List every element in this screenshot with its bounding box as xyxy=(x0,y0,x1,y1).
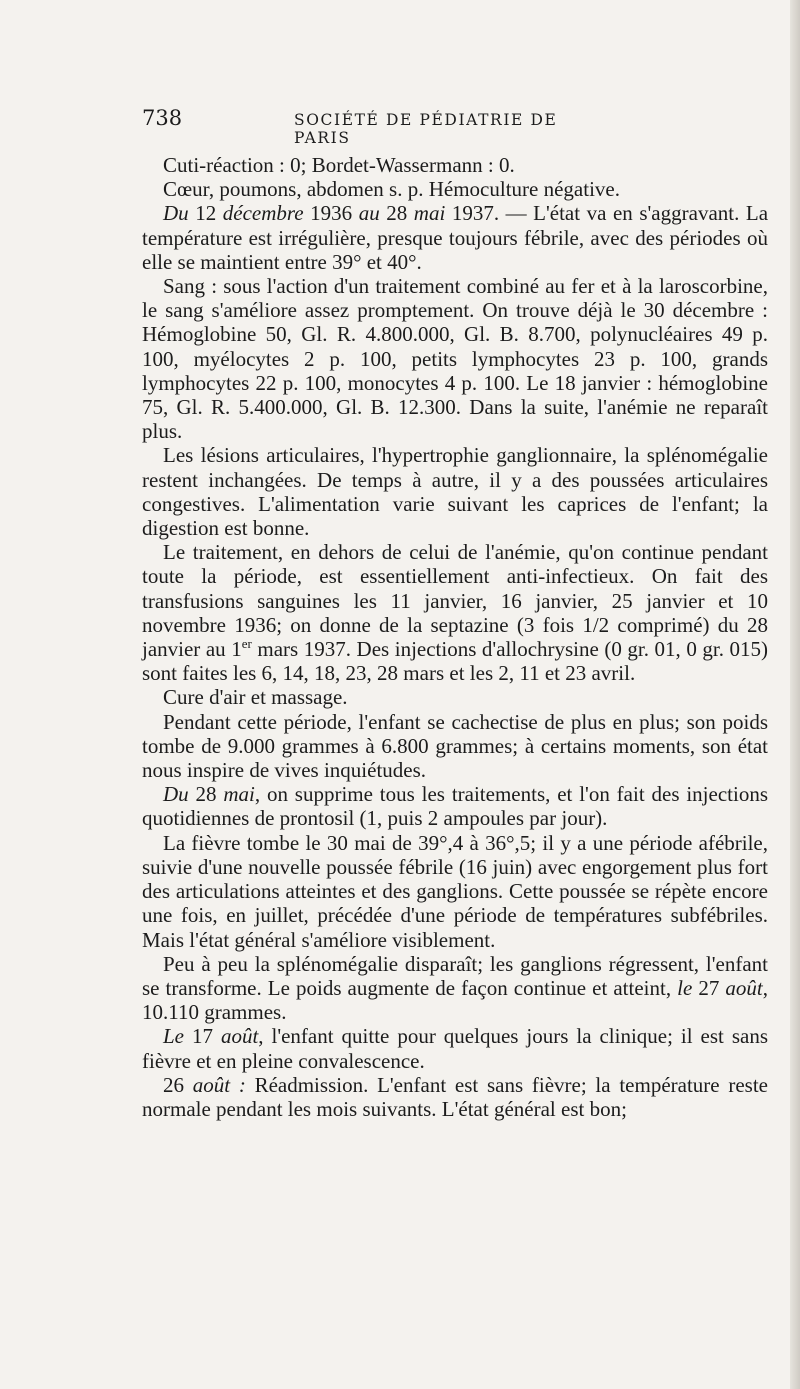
italic-text: août xyxy=(220,1024,259,1049)
text-run: 26 xyxy=(163,1072,193,1097)
paragraph xyxy=(142,831,768,952)
text-run: 12 xyxy=(188,201,223,226)
text-run: , l'enfant quitte pour quelques jours la clinique; il est sans fièvre et en pleine convalescence. xyxy=(142,1024,769,1073)
italic-text: le xyxy=(677,975,693,1000)
text-run: Cure d'air et massage. xyxy=(163,685,348,710)
text-run: La fièvre tombe le 30 mai de 39°,4 à 36°,5; il y a une période afébrile, suivie d'une nouvelle poussée fébrile (16 juin) avec engorgement plus fort des articulations atteintes et des ganglions. Cette poussée se répète encore une fois, en juillet, précédée d'une période de températures subfébriles. Mais l'état général s'améliore visiblement. xyxy=(142,830,768,952)
text-run: Pendant cette période, l'enfant se cachectise de plus en plus; son poids tombe de 9.000 grammes à 6.800 grammes; à certains moments, son état nous inspire de vives inquiétudes. xyxy=(142,709,768,783)
paragraph xyxy=(142,153,768,177)
italic-text: Le xyxy=(163,1024,184,1049)
paragraph xyxy=(142,274,768,443)
text-run: 27 xyxy=(692,975,726,1000)
paragraph xyxy=(142,952,768,1025)
paragraph xyxy=(142,1024,768,1072)
paragraph xyxy=(142,443,768,540)
text-run: Cuti-réaction : 0; Bordet-Wassermann : 0. xyxy=(163,153,515,177)
paragraph xyxy=(142,710,768,783)
paragraph xyxy=(142,1073,768,1121)
italic-text: au xyxy=(358,201,380,226)
paragraph xyxy=(142,685,768,709)
text-run: , on supprime tous les traitements, et l'on fait des injections quotidiennes de prontosil (1, puis 2 ampoules par jour). xyxy=(142,782,768,831)
italic-text: août xyxy=(725,975,763,1000)
paragraph xyxy=(142,540,768,685)
text-run: mars 1937. Des injections d'allochrysine (0 gr. 01, 0 gr. 015) sont faites les 6, 14, 18, 23, 28 mars et les 2, 11 et 23 avril. xyxy=(142,637,769,686)
text-run: 1937. — L'état va en s'aggravant. La température est irrégulière, presque toujours fébrile, avec des périodes où elle se maintient entre 39° et 40°. xyxy=(142,201,769,274)
italic-text: Du xyxy=(163,201,189,226)
italic-text: décembre xyxy=(222,201,304,226)
text-run: , 10.110 grammes. xyxy=(142,975,768,1025)
text-run: 28 xyxy=(379,201,414,226)
page-number: 738 xyxy=(142,106,183,130)
text-run: Réadmission. L'enfant est sans fièvre; la température reste normale pendant les mois suivants. L'état général est bon; xyxy=(142,1072,769,1121)
italic-text: mai xyxy=(223,782,255,807)
superscript-text: er xyxy=(241,636,252,652)
text-run: Cœur, poumons, abdomen s. p. Hémoculture négative. xyxy=(163,177,620,202)
paragraph xyxy=(142,177,768,201)
paragraph xyxy=(142,782,768,830)
page-edge-shadow xyxy=(790,0,800,1389)
body-text xyxy=(142,153,768,1121)
paragraph xyxy=(142,201,768,274)
text-run: 1936 xyxy=(303,201,359,226)
italic-text: août : xyxy=(192,1072,246,1097)
running-title: SOCIÉTÉ DE PÉDIATRIE DE PARIS xyxy=(294,111,558,147)
text-run: Sang : sous l'action d'un traitement combiné au fer et à la laroscorbine, le sang s'améliore assez promptement. On trouve déjà le 30 décembre : Hémoglobine 50, Gl. R. 4.800.000, Gl. B. 8.700, polynucléaires 49 p. 100, myélocytes 2 p. 100, petits lymphocytes 23 p. 100, grands lymphocytes 22 p. 100, monocytes 4 p. 100. Le 18 janvier : hémoglobine 75, Gl. R. 5.400.000, Gl. B. 12.300. Dans la suite, l'anémie ne reparaît plus. xyxy=(142,274,768,444)
italic-text: mai xyxy=(413,201,446,226)
text-run: Le traitement, en dehors de celui de l'anémie, qu'on continue pendant toute la période, est essentiellement anti-infectieux. On fait des transfusions sanguines les 11 janvier, 16 janvier, 25 janvier et 10 novembre 1936; on donne de la septazine (3 fois 1/2 comprimé) du 28 janvier au 1 xyxy=(142,540,768,662)
page-header xyxy=(142,106,620,147)
text-run: Les lésions articulaires, l'hypertrophie ganglionnaire, la splénomégalie restent inchangées. De temps à autre, il y a des poussées articulaires congestives. L'alimentation varie suivant les caprices de l'enfant; la digestion est bonne. xyxy=(142,443,768,541)
italic-text: Du xyxy=(163,782,189,807)
text-run: 28 xyxy=(188,782,224,807)
text-run: Peu à peu la splénomégalie disparaît; les ganglions régressent, l'enfant se transforme. Le poids augmente de façon continue et atteint, xyxy=(142,951,768,1000)
text-run: 17 xyxy=(184,1024,221,1049)
